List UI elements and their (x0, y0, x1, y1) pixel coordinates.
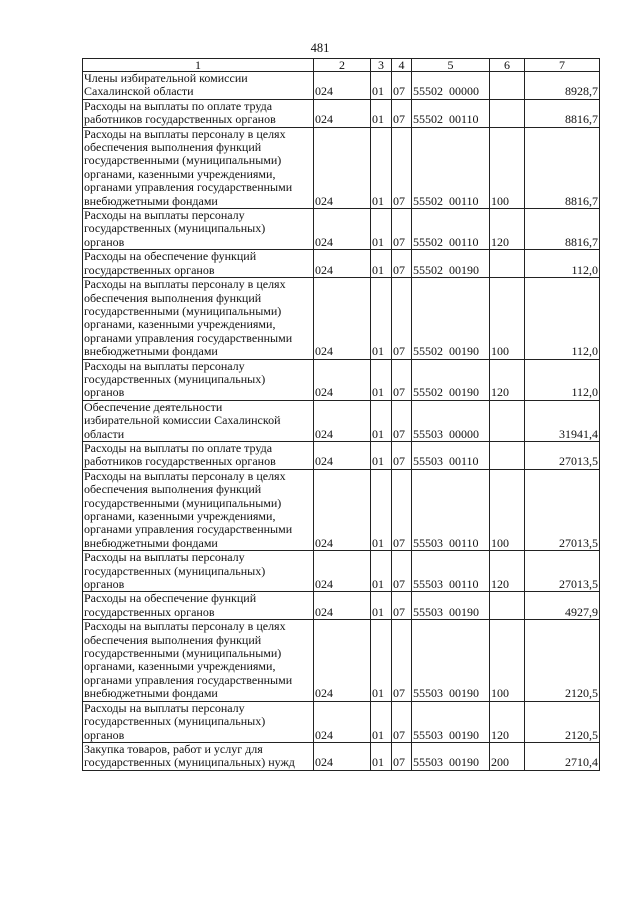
row-name-cell: Расходы на выплаты персоналу государственных (муниципальных) органов (83, 701, 314, 742)
column-header: 7 (525, 59, 600, 72)
ministry-code-cell: 024 (314, 72, 371, 100)
section-code-cell: 01 (371, 127, 392, 208)
amount-cell: 8816,7 (525, 209, 600, 250)
ministry-code-cell: 024 (314, 441, 371, 469)
target-article-cell: 55503 00110 (412, 441, 490, 469)
target-article-cell: 55503 00110 (412, 551, 490, 592)
column-header: 4 (392, 59, 412, 72)
row-name-cell: Обеспечение деятельности избирательной комиссии Сахалинской области (83, 400, 314, 441)
table-row (83, 592, 600, 620)
table-row (83, 99, 600, 127)
amount-cell: 8816,7 (525, 99, 600, 127)
row-name-cell: Расходы на выплаты персоналу в целях обеспечения выполнения функций государственными (муниципальными) органами, казенными учреждениями, органами управления государственными внебюджетными фондами (83, 620, 314, 701)
section-code-cell: 01 (371, 278, 392, 359)
row-name-cell: Расходы на выплаты персоналу государственных (муниципальных) органов (83, 551, 314, 592)
row-name-cell: Расходы на выплаты персоналу в целях обеспечения выполнения функций государственными (муниципальными) органами, казенными учреждениями, органами управления государственными внебюджетными фондами (83, 127, 314, 208)
subsection-code-cell: 07 (392, 127, 412, 208)
table-row (83, 441, 600, 469)
subsection-code-cell: 07 (392, 72, 412, 100)
table-row (83, 209, 600, 250)
table-row (83, 127, 600, 208)
ministry-code-cell: 024 (314, 400, 371, 441)
target-article-cell: 55503 00190 (412, 742, 490, 770)
amount-cell: 31941,4 (525, 400, 600, 441)
ministry-code-cell: 024 (314, 359, 371, 400)
expense-type-cell (490, 592, 525, 620)
expense-type-cell: 100 (490, 620, 525, 701)
expense-type-cell: 120 (490, 551, 525, 592)
ministry-code-cell: 024 (314, 99, 371, 127)
section-code-cell: 01 (371, 400, 392, 441)
target-article-cell: 55502 00190 (412, 278, 490, 359)
target-article-cell: 55502 00000 (412, 72, 490, 100)
ministry-code-cell: 024 (314, 551, 371, 592)
subsection-code-cell: 07 (392, 278, 412, 359)
target-article-cell: 55503 00110 (412, 469, 490, 550)
expense-type-cell: 100 (490, 278, 525, 359)
subsection-code-cell: 07 (392, 701, 412, 742)
amount-cell: 27013,5 (525, 441, 600, 469)
target-article-cell: 55503 00000 (412, 400, 490, 441)
table-row (83, 250, 600, 278)
subsection-code-cell: 07 (392, 209, 412, 250)
section-code-cell: 01 (371, 72, 392, 100)
amount-cell: 2120,5 (525, 620, 600, 701)
target-article-cell: 55502 00190 (412, 359, 490, 400)
subsection-code-cell: 07 (392, 620, 412, 701)
subsection-code-cell: 07 (392, 400, 412, 441)
amount-cell: 2120,5 (525, 701, 600, 742)
target-article-cell: 55503 00190 (412, 701, 490, 742)
expense-type-cell: 120 (490, 701, 525, 742)
section-code-cell: 01 (371, 209, 392, 250)
target-article-cell: 55503 00190 (412, 620, 490, 701)
ministry-code-cell: 024 (314, 127, 371, 208)
row-name-cell: Закупка товаров, работ и услуг для государственных (муниципальных) нужд (83, 742, 314, 770)
amount-cell: 112,0 (525, 278, 600, 359)
section-code-cell: 01 (371, 99, 392, 127)
expense-type-cell (490, 441, 525, 469)
subsection-code-cell: 07 (392, 441, 412, 469)
row-name-cell: Расходы на выплаты персоналу в целях обеспечения выполнения функций государственными (муниципальными) органами, казенными учреждениями, органами управления государственными внебюджетными фондами (83, 278, 314, 359)
amount-cell: 27013,5 (525, 469, 600, 550)
subsection-code-cell: 07 (392, 592, 412, 620)
column-header: 2 (314, 59, 371, 72)
subsection-code-cell: 07 (392, 469, 412, 550)
table-row (83, 278, 600, 359)
section-code-cell: 01 (371, 620, 392, 701)
section-code-cell: 01 (371, 742, 392, 770)
subsection-code-cell: 07 (392, 250, 412, 278)
ministry-code-cell: 024 (314, 701, 371, 742)
row-name-cell: Расходы на выплаты персоналу государственных (муниципальных) органов (83, 209, 314, 250)
table-row (83, 400, 600, 441)
ministry-code-cell: 024 (314, 620, 371, 701)
table-row (83, 469, 600, 550)
target-article-cell: 55502 00190 (412, 250, 490, 278)
subsection-code-cell: 07 (392, 99, 412, 127)
column-header: 5 (412, 59, 490, 72)
section-code-cell: 01 (371, 250, 392, 278)
page-number: 481 (310, 41, 330, 55)
column-header: 3 (371, 59, 392, 72)
row-name-cell: Расходы на обеспечение функций государственных органов (83, 592, 314, 620)
expense-type-cell: 200 (490, 742, 525, 770)
column-header: 6 (490, 59, 525, 72)
expense-type-cell: 120 (490, 209, 525, 250)
expense-type-cell (490, 99, 525, 127)
amount-cell: 112,0 (525, 250, 600, 278)
expense-type-cell: 100 (490, 127, 525, 208)
subsection-code-cell: 07 (392, 551, 412, 592)
row-name-cell: Расходы на обеспечение функций государственных органов (83, 250, 314, 278)
amount-cell: 8816,7 (525, 127, 600, 208)
amount-cell: 8928,7 (525, 72, 600, 100)
amount-cell: 4927,9 (525, 592, 600, 620)
ministry-code-cell: 024 (314, 592, 371, 620)
ministry-code-cell: 024 (314, 278, 371, 359)
ministry-code-cell: 024 (314, 209, 371, 250)
expense-type-cell: 100 (490, 469, 525, 550)
column-header: 1 (83, 59, 314, 72)
amount-cell: 27013,5 (525, 551, 600, 592)
table-row (83, 742, 600, 770)
target-article-cell: 55502 00110 (412, 127, 490, 208)
expense-type-cell: 120 (490, 359, 525, 400)
section-code-cell: 01 (371, 592, 392, 620)
section-code-cell: 01 (371, 551, 392, 592)
subsection-code-cell: 07 (392, 359, 412, 400)
table-row (83, 620, 600, 701)
ministry-code-cell: 024 (314, 469, 371, 550)
expense-type-cell (490, 400, 525, 441)
row-name-cell: Расходы на выплаты персоналу в целях обеспечения выполнения функций государственными (муниципальными) органами, казенными учреждениями, органами управления государственными внебюджетными фондами (83, 469, 314, 550)
table-header-row (83, 59, 600, 72)
row-name-cell: Расходы на выплаты по оплате труда работников государственных органов (83, 441, 314, 469)
section-code-cell: 01 (371, 359, 392, 400)
section-code-cell: 01 (371, 441, 392, 469)
table-body (83, 72, 600, 771)
ministry-code-cell: 024 (314, 250, 371, 278)
target-article-cell: 55502 00110 (412, 99, 490, 127)
subsection-code-cell: 07 (392, 742, 412, 770)
table-row (83, 72, 600, 100)
target-article-cell: 55503 00190 (412, 592, 490, 620)
table-row (83, 701, 600, 742)
section-code-cell: 01 (371, 701, 392, 742)
target-article-cell: 55502 00110 (412, 209, 490, 250)
section-code-cell: 01 (371, 469, 392, 550)
amount-cell: 112,0 (525, 359, 600, 400)
amount-cell: 2710,4 (525, 742, 600, 770)
expense-type-cell (490, 250, 525, 278)
row-name-cell: Расходы на выплаты персоналу государственных (муниципальных) органов (83, 359, 314, 400)
table-row (83, 551, 600, 592)
expense-type-cell (490, 72, 525, 100)
row-name-cell: Расходы на выплаты по оплате труда работников государственных органов (83, 99, 314, 127)
ministry-code-cell: 024 (314, 742, 371, 770)
budget-table (82, 58, 600, 771)
table-row (83, 359, 600, 400)
row-name-cell: Члены избирательной комиссии Сахалинской области (83, 72, 314, 100)
